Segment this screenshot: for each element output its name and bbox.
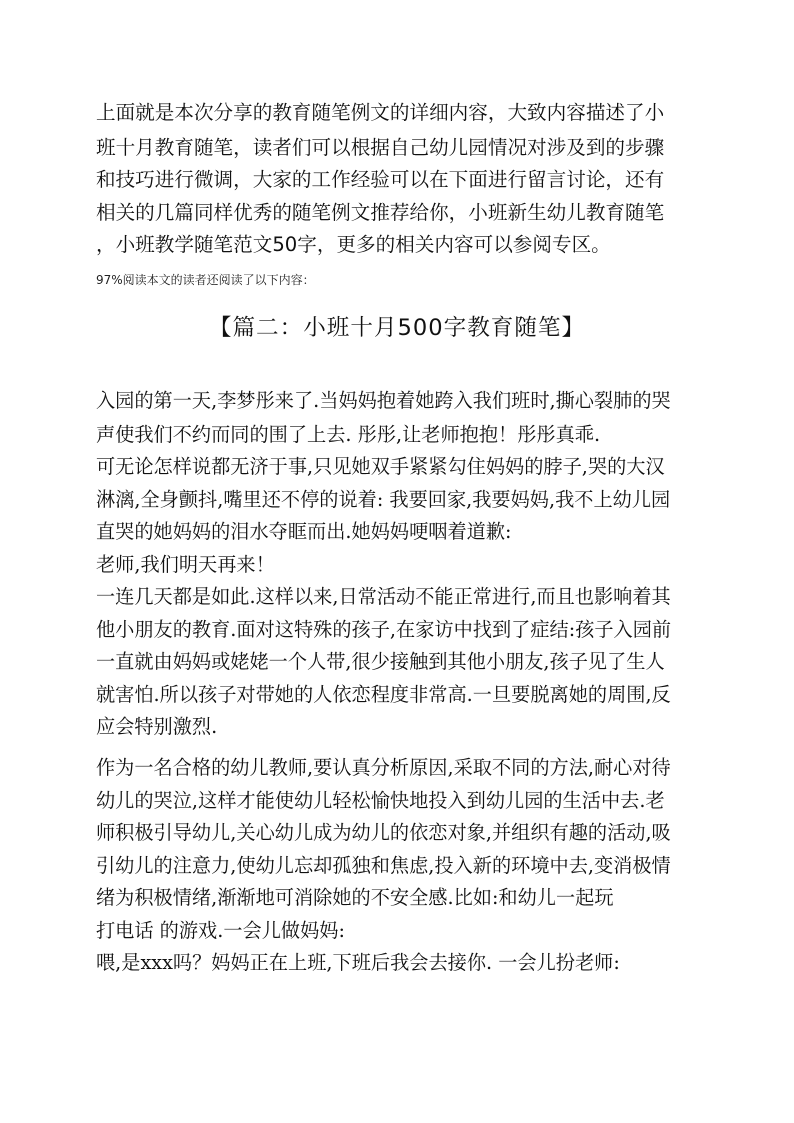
related-reading-note: 97%阅读本文的读者还阅读了以下内容： [96,273,315,287]
body-line: 老师,我们明天再来！ [96,553,275,576]
body-line: 入园的第一天,李梦彤来了.当妈妈抱着她跨入我们班时,撕心裂肺的哭 [96,389,671,412]
body-line: 打电话 的游戏.一会儿做妈妈: [96,919,345,942]
body-line: 他小朋友的教育.面对这特殊的孩子,在家访中找到了症结:孩子入园前 [96,618,672,641]
section-heading: 【篇二：小班十月500字教育随笔】 [208,315,586,341]
intro-line: 上面就是本次分享的教育随笔例文的详细内容，大致内容描述了小 [96,101,665,124]
body-line: 声使我们不约而同的围了上去. 彤彤,让老师抱抱！彤彤真乖. [96,423,601,446]
body-line: 作为一名合格的幼儿教师,要认真分析原因,采取不同的方法,耐心对待 [96,756,671,779]
body-line: 淋漓,全身颤抖,嘴里还不停的说着: 我要回家,我要妈妈,我不上幼儿园 [96,488,671,511]
body-line: 一直就由妈妈或姥姥一个人带,很少接触到其他小朋友,孩子见了生人 [96,650,665,673]
intro-line: 相关的几篇同样优秀的随笔例文推荐给你，小班新生幼儿教育随笔 [96,201,665,224]
body-line: 可无论怎样说都无济于事,只见她双手紧紧勾住妈妈的脖子,哭的大汉 [96,455,665,478]
body-line: 一连几天都是如此.这样以来,日常活动不能正常进行,而且也影响着其 [96,585,671,608]
intro-line: 和技巧进行微调，大家的工作经验可以在下面进行留言讨论，还有 [96,168,665,191]
body-line: 绪为积极情绪,渐渐地可消除她的不安全感.比如:和幼儿一起玩 [96,886,614,909]
body-line: 喂,是xxx吗？妈妈正在上班,下班后我会去接你. 一会儿扮老师: [96,951,620,974]
intro-line: 班十月教育随笔，读者们可以根据自己幼儿园情况对涉及到的步骤 [96,136,665,159]
body-line: 师积极引导幼儿,关心幼儿成为幼儿的依恋对象,并组织有趣的活动,吸 [96,821,671,844]
intro-line: ，小班教学随笔范文50字，更多的相关内容可以参阅专区。 [96,233,611,256]
body-line: 引幼儿的注意力,使幼儿忘却孤独和焦虑,投入新的环境中去,变消极情 [96,854,671,877]
body-line: 应会特别激烈. [96,715,218,738]
body-line: 直哭的她妈妈的泪水夺眶而出.她妈妈哽咽着道歉: [96,520,512,543]
body-line: 幼儿的哭泣,这样才能使幼儿轻松愉快地投入到幼儿园的生活中去.老 [96,789,665,812]
body-line: 就害怕.所以孩子对带她的人依恋程度非常高.一旦要脱离她的周围,反 [96,683,671,706]
